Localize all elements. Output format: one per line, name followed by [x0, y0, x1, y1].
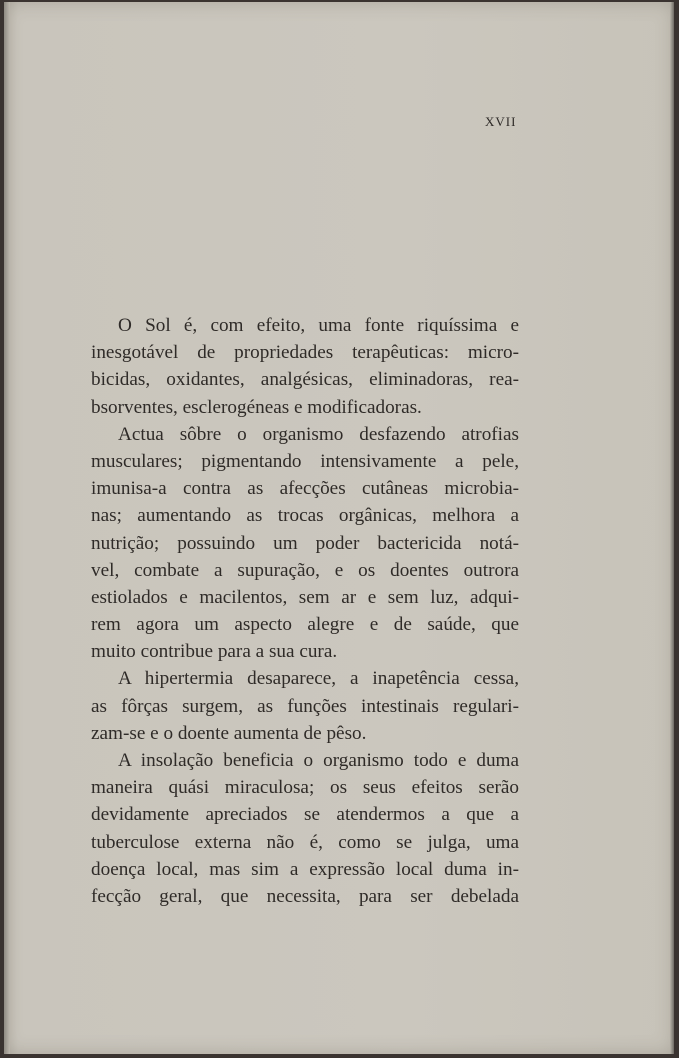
- body-text: [91, 312, 519, 910]
- paragraph-1: [91, 312, 519, 421]
- text-line: fecção geral, que necessita, para ser debelada: [91, 885, 519, 907]
- paragraph-3: [91, 665, 519, 747]
- text-line: muito contribue para a sua cura.: [91, 641, 338, 663]
- text-line: rem agora um aspecto alegre e de saúde, que: [91, 614, 519, 636]
- text-line: vel, combate a supuração, e os doentes outrora: [91, 559, 519, 581]
- text-line: A insolação beneficia o organismo todo e duma: [118, 750, 519, 771]
- paragraph-4: [91, 747, 519, 910]
- text-line: nas; aumentando as trocas orgânicas, melhora a: [91, 505, 519, 527]
- text-line: musculares; pigmentando intensivamente a pele,: [91, 450, 519, 472]
- text-line: O Sol é, com efeito, uma fonte riquíssima e: [118, 315, 519, 336]
- page-edge: [670, 2, 674, 1054]
- text-line: A hipertermia desaparece, a inapetência cessa,: [118, 668, 519, 690]
- text-line: bicidas, oxidantes, analgésicas, eliminadoras, rea-: [91, 369, 519, 391]
- text-line: doença local, mas sim a expressão local duma in-: [91, 858, 519, 880]
- text-line: inesgotável de propriedades terapêuticas: micro-: [91, 342, 519, 364]
- text-line: Actua sôbre o organismo desfazendo atrofias: [118, 423, 519, 445]
- book-page: [4, 2, 674, 1054]
- page-number: XVII: [485, 114, 517, 129]
- text-line: estiolados e macilentos, sem ar e sem luz, adqui-: [91, 586, 519, 608]
- text-line: tuberculose externa não é, como se julga, uma: [91, 831, 519, 853]
- text-line: maneira quási miraculosa; os seus efeitos serão: [91, 777, 519, 799]
- text-line: as fôrças surgem, as funções intestinais regulari-: [91, 695, 519, 717]
- text-line: bsorventes, esclerogéneas e modificadoras.: [91, 396, 422, 418]
- text-line: nutrição; possuindo um poder bactericida notá-: [91, 532, 519, 554]
- text-line: imunisa-a contra as afecções cutâneas microbia-: [91, 478, 519, 500]
- text-line: zam-se e o doente aumenta de pêso.: [91, 722, 367, 744]
- paragraph-2: [91, 421, 519, 666]
- text-line: devidamente apreciados se atendermos a que a: [91, 804, 519, 826]
- page-gutter: [4, 2, 10, 1054]
